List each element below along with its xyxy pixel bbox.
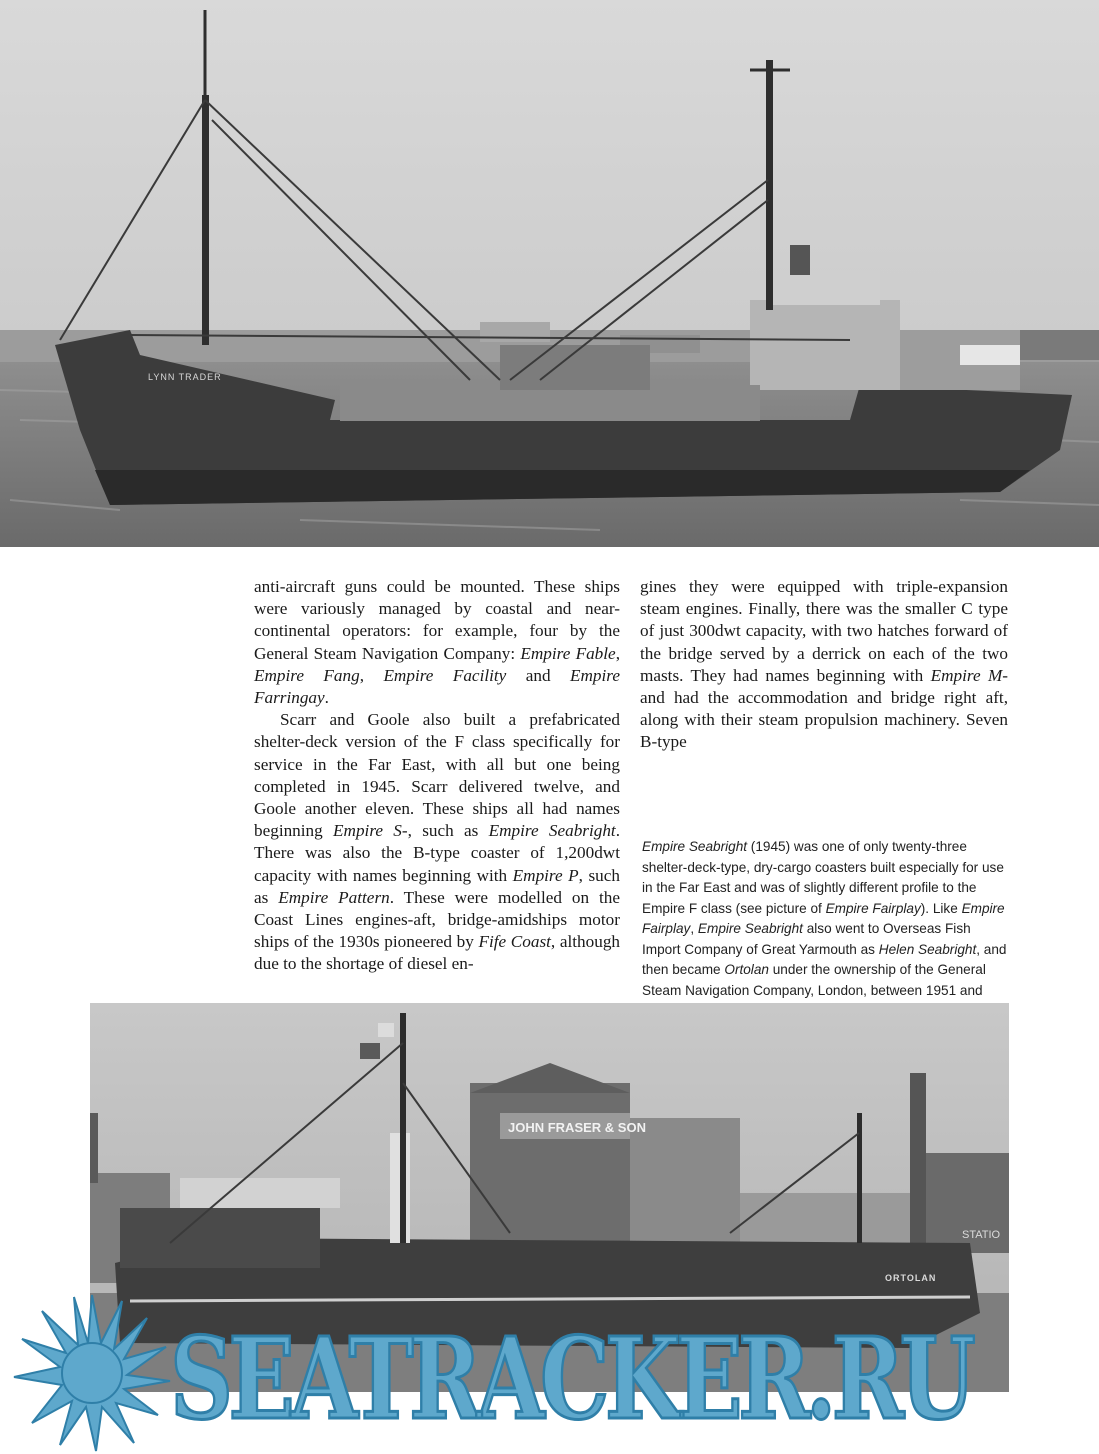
photo-caption: Empire Seabright (1945) was one of only twenty-three shelter-deck-type, dry-cargo coasters built especially for use in the Far East and was of slightly different profile to the Empire F class (see picture of Empire Fairplay). Like Empire Fairplay, Empire Seabright also went to Overseas Fish Import Company of Great Yarmouth as Helen Seabright, and then became Ortolan under the ownership of the General Steam Navigation Company, London, between 1951 and — [642, 837, 1010, 1023]
wall-sign-text: STATIO — [962, 1229, 1001, 1241]
hull-name-ortolan: ORTOLAN — [885, 1273, 937, 1283]
shed-sign-text: JOHN FRASER & SON — [508, 1120, 646, 1135]
photo-lynn-trader — [0, 0, 1099, 547]
paragraph-2: Scarr and Goole also built a prefabricated shelter-deck version of the F class specifically for service in the Far East, with all but one being completed in 1945. Scarr delivered twelve, and Goole another eleven. These ships all had names beginning Empire S-, such as Empire Seabright. There was also the B-type coaster of 1,200dwt capacity with names beginning with Empire P, such as Empire Pattern. These were modelled on the Coast Lines engines-aft, bridge-amidships motor ships of the 1930s pioneered by Fife Coast, although due to the shortage of diesel en- — [254, 710, 621, 974]
paragraph-3: gines they were equipped with triple-expansion steam engines. Finally, there was the smaller C type of just 300dwt capacity, with two hatches forward of the bridge served by a derrick on each of the two masts. They had names beginning with Empire M- and had the accommodation and bridge right aft, along with their steam propulsion machinery. Seven B-type — [640, 577, 1008, 752]
body-text-left-column — [254, 576, 620, 976]
body-text-right-column — [640, 576, 1008, 754]
watermark-text: SEATRACKER.RU — [170, 1314, 972, 1445]
ship-photo-graphic — [0, 0, 1099, 547]
hull-name-lynn-trader: LYNN TRADER — [148, 372, 222, 382]
paragraph-1: anti-aircraft guns could be mounted. These ships were variously managed by coastal and near-continental operators: for example, four by the General Steam Navigation Company: Empire Fable, Empire Fang, Empire Facility and Empire Farringay. — [254, 577, 620, 708]
